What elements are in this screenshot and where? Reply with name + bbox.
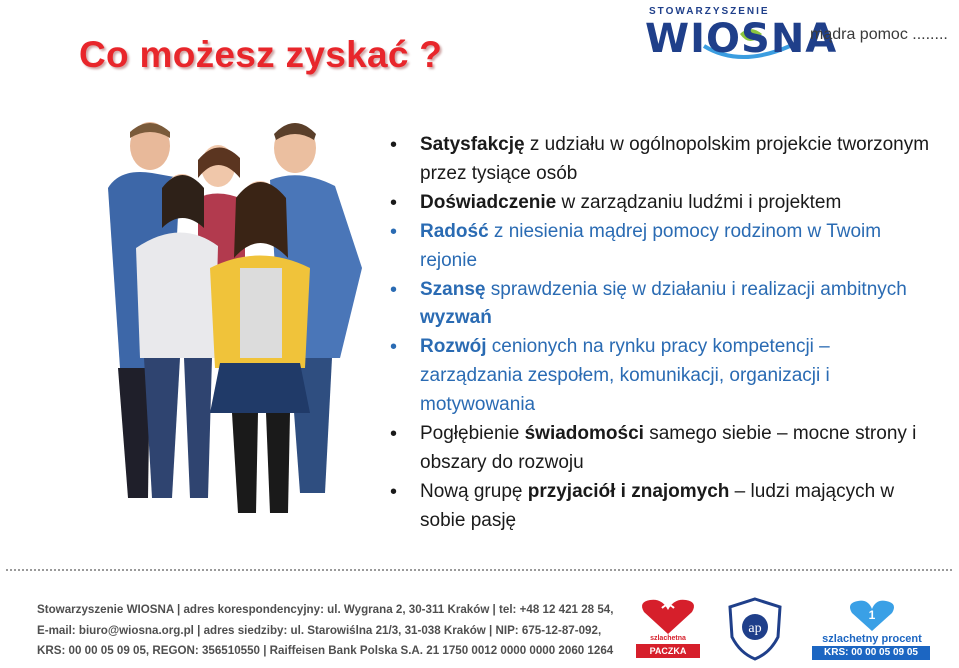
- paczka-top-text: szlachetna: [650, 635, 686, 642]
- bullet-text: w zarządzaniu ludźmi i projektem: [556, 191, 842, 213]
- logo-name: WIOSNA: [645, 16, 838, 62]
- szlachetna-paczka-logo: [632, 598, 704, 660]
- list-item: [390, 276, 930, 334]
- procent-name: szlachetny procent: [822, 633, 922, 645]
- bullet-bold: Radość: [420, 220, 489, 242]
- wiosna-logo: [640, 6, 950, 66]
- list-item: [390, 131, 930, 189]
- bullet-bold: Szansę: [420, 278, 486, 300]
- footer-line: KRS: 00 00 05 09 05, REGON: 356510550 | Raiffeisen Bank Polska S.A. 21 1750 0012 0000 0000 2060 1264: [37, 644, 614, 657]
- procent-heart-icon: [808, 597, 936, 633]
- szlachetny-procent-logo: [808, 597, 936, 661]
- bullet-bold: świadomości: [524, 423, 644, 445]
- logo-tagline: mądra pomoc ........: [810, 26, 948, 43]
- bullet-bold-end: wyzwań: [420, 307, 492, 329]
- slide-title: Co możesz zyskać ?: [79, 34, 443, 75]
- footer-line: E-mail: biuro@wiosna.org.pl | adres siedziby: ul. Starowiślna 21/3, 31-038 Kraków | NIP: 675-12-87-092,: [37, 623, 602, 637]
- group-photo: [100, 118, 368, 528]
- list-item: [390, 333, 930, 420]
- bullet-prefix: Pogłębienie: [420, 423, 525, 445]
- crest-logo: [726, 597, 784, 661]
- svg-text:1: 1: [868, 608, 876, 622]
- bullet-text: z udziału w ogólnopolskim projekcie tworzonym przez tysiące osób: [420, 134, 930, 184]
- shield-icon: [726, 597, 784, 661]
- bullet-bold: Doświadczenie: [420, 191, 557, 213]
- bullet-text: sprawdzenia się w działaniu i realizacji ambitnych: [485, 278, 907, 300]
- benefits-list: [390, 131, 930, 536]
- logo-small-text: STOWARZYSZENIE: [649, 6, 770, 17]
- bullet-text: samego siebie – mocne strony i obszary do rozwoju: [420, 423, 917, 473]
- list-item: [390, 189, 930, 218]
- bullet-bold: Satysfakcję: [420, 134, 525, 155]
- bullet-prefix: Nową grupę: [420, 480, 528, 502]
- heart-gift-icon: [632, 598, 704, 638]
- bullet-text: – ludzi mających w sobie pasję: [420, 480, 895, 531]
- list-item: [390, 420, 930, 478]
- bullet-bold: przyjaciół i znajomych: [527, 480, 730, 502]
- bullet-bold: Rozwój: [420, 336, 487, 358]
- bullet-text: z niesienia mądrej pomocy rodzinom w Twoim rejonie: [420, 220, 882, 271]
- footer-contact: [37, 600, 613, 662]
- crest-letters: ap: [748, 621, 762, 636]
- bullet-text: cenionych na rynku pracy kompetencji – zarządzania zespołem, komunikacji, organizacji i motywowania: [420, 336, 830, 416]
- footer-divider: [6, 569, 952, 571]
- list-item: [390, 478, 930, 536]
- list-item: [390, 218, 930, 276]
- procent-krs: KRS: 00 00 05 09 05: [812, 646, 930, 660]
- paczka-name: PACZKA: [636, 644, 700, 658]
- footer-line: Stowarzyszenie WIOSNA | adres korespondencyjny: ul. Wygrana 2, 30-311 Kraków | tel: +48 12 421 28 54,: [37, 603, 614, 616]
